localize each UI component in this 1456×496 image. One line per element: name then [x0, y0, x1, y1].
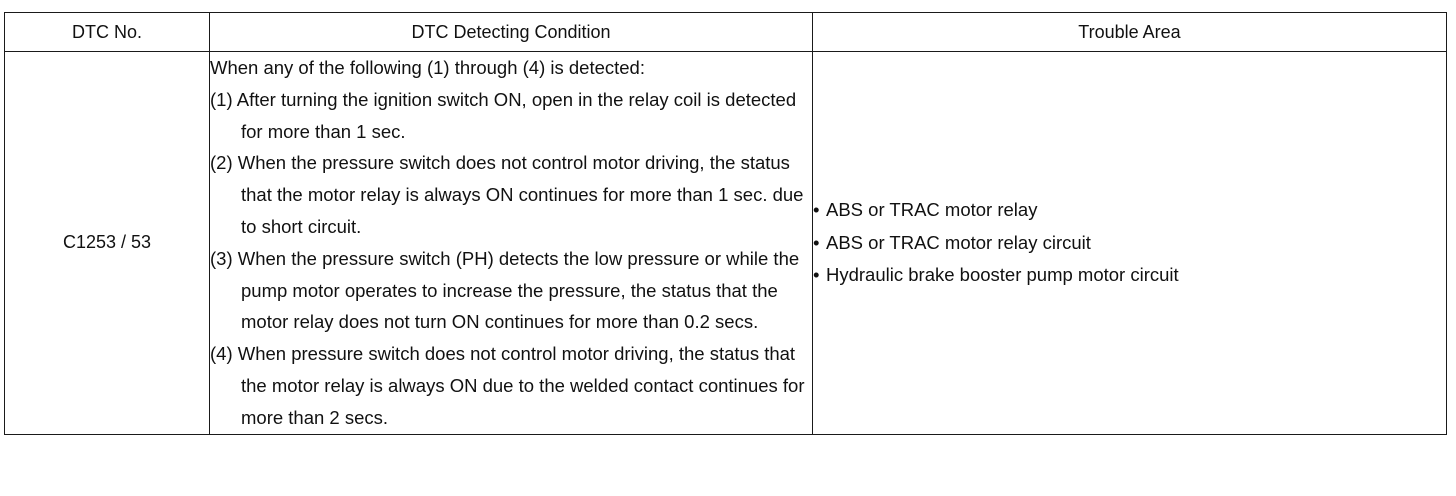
condition-cell: [210, 52, 813, 435]
trouble-area-item: [813, 259, 1446, 292]
header-trouble-area: Trouble Area: [813, 13, 1447, 52]
condition-item-3: (3) When the pressure switch (PH) detects the low pressure or while the pump motor operates to increase the pressure, the status that the motor relay does not turn ON continues for more than 0.2 secs.: [210, 247, 800, 333]
trouble-area-cell: [813, 52, 1447, 435]
condition-list: [210, 84, 812, 434]
condition-item-1: (1) After turning the ignition switch ON, open in the relay coil is detected for more than 1 sec.: [210, 88, 797, 142]
trouble-area-item: [813, 227, 1446, 260]
header-row: [5, 13, 1447, 52]
condition-intro: When any of the following (1) through (4) is detected:: [210, 57, 645, 78]
bullet-icon: •: [813, 199, 820, 221]
header-dtc-no: DTC No.: [5, 13, 210, 52]
bullet-icon: •: [813, 231, 820, 253]
header-detecting-condition: DTC Detecting Condition: [210, 13, 813, 52]
condition-item-2: (2) When the pressure switch does not control motor driving, the status that the motor relay is always ON continues for more than 1 sec. due to short circuit.: [210, 152, 804, 237]
table-row: [5, 52, 1447, 435]
trouble-area-text: ABS or TRAC motor relay circuit: [826, 231, 1091, 253]
trouble-area-text: ABS or TRAC motor relay: [826, 199, 1038, 221]
bullet-icon: •: [813, 264, 820, 286]
dtc-code-cell: C1253 / 53: [5, 52, 210, 435]
trouble-area-text: Hydraulic brake booster pump motor circuit: [826, 264, 1179, 286]
trouble-area-item: [813, 194, 1446, 227]
trouble-area-list: [813, 194, 1446, 292]
dtc-table: [4, 12, 1447, 435]
condition-item-4: (4) When pressure switch does not control motor driving, the status that the motor relay is always ON due to the welded contact continues for more than 2 secs.: [210, 343, 805, 428]
